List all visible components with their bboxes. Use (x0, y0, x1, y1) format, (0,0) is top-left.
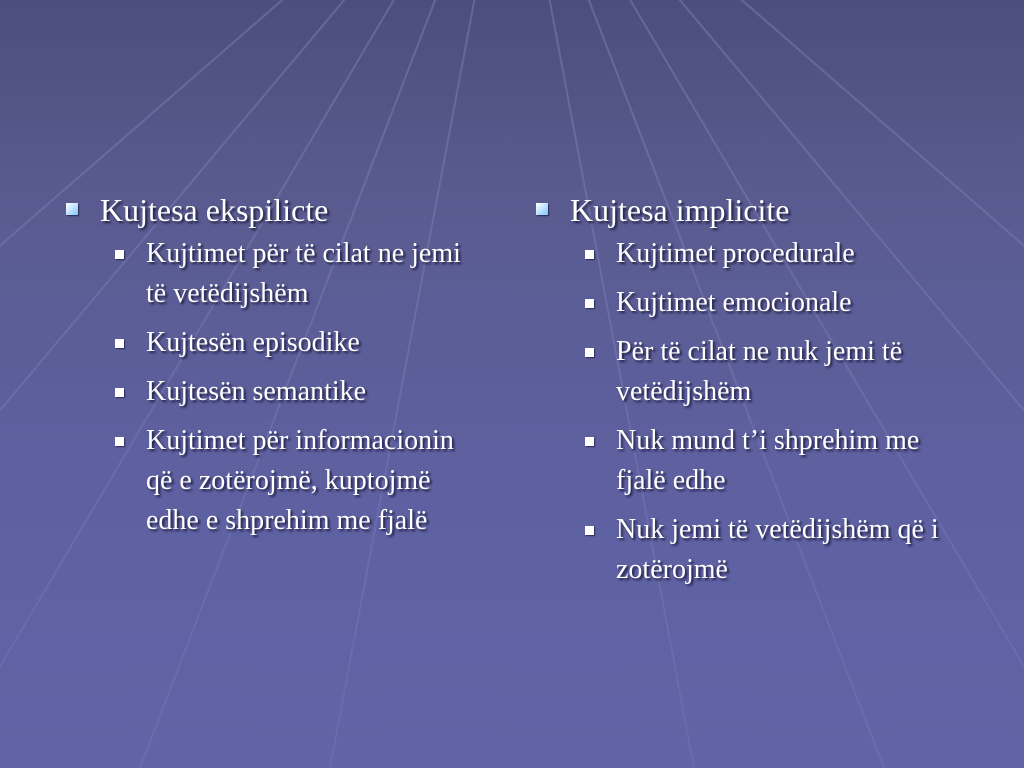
list-item (616, 283, 966, 323)
list-item (146, 234, 486, 314)
square-bullet-icon (536, 203, 548, 215)
small-square-bullet-icon (585, 299, 594, 308)
small-square-bullet-icon (585, 526, 594, 535)
list-item (616, 234, 966, 274)
left-column (62, 188, 502, 550)
left-heading-item (62, 188, 502, 232)
small-square-bullet-icon (585, 348, 594, 357)
right-heading-text: Kujtesa implicite (570, 192, 790, 228)
list-item-text: Kujtimet për të cilat ne jemi të vetëdijshëm (146, 238, 461, 309)
list-item (616, 421, 966, 501)
small-square-bullet-icon (115, 437, 124, 446)
small-square-bullet-icon (115, 339, 124, 348)
list-item (146, 323, 486, 363)
list-item-text: Kujtimet për informacionin që e zotërojmë, kuptojmë edhe e shprehim me fjalë (146, 425, 454, 536)
left-sublist (62, 234, 502, 541)
right-column (532, 188, 972, 599)
list-item-text: Kujtimet emocionale (616, 287, 852, 318)
list-item (146, 421, 486, 541)
list-item-text: Kujtimet procedurale (616, 238, 855, 269)
left-heading-text: Kujtesa ekspilicte (100, 192, 329, 228)
right-heading-item (532, 188, 972, 232)
square-bullet-icon (66, 203, 78, 215)
list-item-text: Kujtesën episodike (146, 327, 360, 358)
list-item (146, 372, 486, 412)
small-square-bullet-icon (115, 388, 124, 397)
list-item-text: Nuk jemi të vetëdijshëm që i zotërojmë (616, 514, 939, 585)
list-item-text: Për të cilat ne nuk jemi të vetëdijshëm (616, 336, 903, 407)
list-item-text: Nuk mund t’i shprehim me fjalë edhe (616, 425, 920, 496)
list-item-text: Kujtesën semantike (146, 376, 367, 407)
small-square-bullet-icon (115, 250, 124, 259)
small-square-bullet-icon (585, 250, 594, 259)
right-sublist (532, 234, 972, 590)
list-item (616, 510, 966, 590)
list-item (616, 332, 966, 412)
small-square-bullet-icon (585, 437, 594, 446)
